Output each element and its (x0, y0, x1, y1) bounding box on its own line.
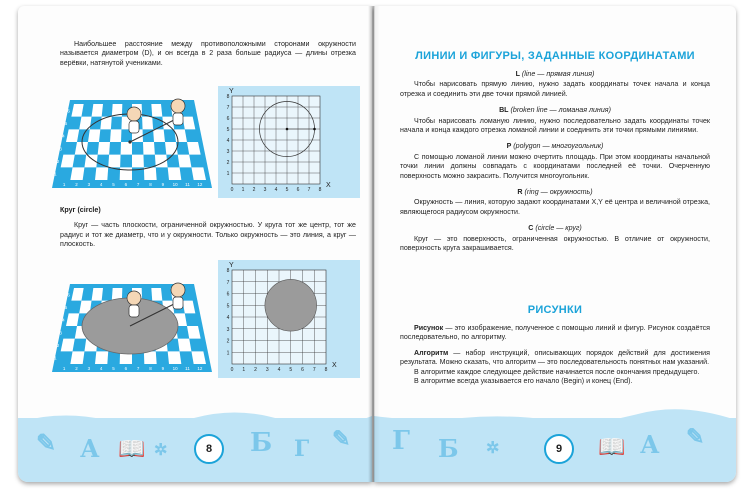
board-square (168, 167, 182, 180)
broken-line-text: Чтобы нарисовать ломаную линию, нужно последовательно задать координаты точек начала и конца каждого отрезка ломаной линии и соединить эти точки прямыми линиями. (400, 116, 710, 135)
board-tick-y: 2 (56, 159, 60, 164)
board-square (110, 129, 121, 142)
board-tick-y: 1 (54, 171, 57, 177)
pencil-icon: ✎ (36, 428, 57, 457)
grid-tick-x: 5 (285, 187, 289, 193)
algorithm-text-3: В алгоритме всегда указывается его начало (Begin) и конец (End). (414, 377, 633, 386)
board-tick-x: 1 (62, 182, 66, 187)
board-square (144, 351, 157, 364)
circle-text: Круг — часть плоскости, ограниченной окружностью. У круга тот же центр, тот же радиус и тот же диаметр, что и у окружности. Только окружность — это линия, а круг — плоскость. (60, 221, 356, 249)
grid-tick-x: 2 (254, 367, 257, 373)
board-tick-y: 5 (64, 305, 68, 310)
coordinate-grid-circle-panel (218, 260, 360, 378)
board-tick-x: 9 (161, 366, 165, 371)
board-square (92, 104, 103, 117)
grid-tick-x: 0 (230, 367, 234, 373)
board-tick-x: 10 (172, 366, 178, 371)
axis-x-label: X (326, 182, 331, 189)
book-icon: 📖 (598, 434, 626, 460)
circle-heading: Круг (circle) (60, 206, 101, 214)
board-tick-y: 4 (62, 317, 65, 323)
polygon-code: P (506, 142, 512, 151)
grid-tick-x: 7 (307, 187, 311, 193)
left-page (18, 6, 372, 482)
star-icon: ✲ (486, 438, 500, 457)
grid-tick-y: 4 (226, 138, 230, 144)
drawings-block (400, 324, 710, 386)
board-tick-x: 11 (185, 366, 190, 371)
intro-paragraph (60, 40, 356, 68)
circle-section (60, 206, 356, 250)
board-tick-y: 5 (64, 121, 68, 126)
intro-text: Наибольшее расстояние между противоположными сторонами окружности называется диаметром (D), и он всегда в 2 раза больше радиуса — длины отрезка верёвки, натянутой учениками. (60, 40, 356, 67)
grid-tick-y: 6 (226, 291, 230, 298)
grid-tick-y: 3 (226, 149, 230, 155)
open-book (18, 6, 738, 490)
chessboard-circle-illustration (50, 268, 214, 380)
grid-tick-x: 4 (274, 187, 278, 193)
board-tick-x: 4 (99, 182, 103, 187)
board-tick-x: 3 (87, 182, 91, 187)
board-tick-x: 7 (136, 366, 140, 371)
star-icon: ✲ (154, 440, 168, 459)
letter-g-icon: Г (294, 436, 310, 462)
board-square (92, 288, 103, 301)
board-square (178, 155, 192, 168)
board-square (144, 167, 157, 180)
board-square (95, 167, 108, 180)
pencil-icon: ✎ (686, 424, 705, 450)
board-tick-y: 3 (59, 330, 62, 336)
board-square (153, 129, 165, 142)
footer-wave (374, 408, 736, 428)
circle-definition-head (400, 224, 710, 233)
algorithm-term: Алгоритм (414, 348, 449, 357)
board-square (98, 142, 110, 155)
page-number-9: 9 (544, 434, 574, 464)
board-square (70, 351, 84, 364)
polygon-definition-head (400, 142, 710, 151)
drawing-text: — это изображение, полученное с помощью линий и фигур. Рисунок создаётся последовательно, по алгоритму. (400, 324, 710, 342)
left-footer (18, 418, 372, 482)
broken-line-paren: (broken line — ломаная линия) (510, 106, 611, 115)
board-tick-x: 5 (112, 182, 115, 187)
board-square (174, 129, 187, 142)
polygon-text: С помощью ломаной линии можно очертить площадь. При этом координаты начальной точки линии должны совпадать с координатами последней её точки. Очерченную поверхность можно закрасить. Получится многоугольник. (400, 152, 710, 180)
board-square (132, 155, 144, 168)
board-tick-x: 10 (172, 182, 178, 187)
board-square (168, 351, 182, 364)
grid-tick-y: 1 (226, 171, 230, 177)
board-square (151, 104, 162, 117)
right-footer (374, 418, 736, 482)
coordinate-grid-ring-panel (218, 86, 360, 198)
ring-definition-head (400, 188, 710, 197)
line-definition-head (400, 70, 710, 79)
algorithm-paragraph (400, 349, 710, 368)
grid-tick-y: 4 (226, 315, 230, 321)
letter-a-icon: А (640, 430, 660, 459)
board-tick-x: 8 (149, 182, 152, 187)
grid-tick-y: 8 (226, 94, 230, 100)
grid-tick-x: 7 (312, 367, 316, 373)
ring-edge-point (313, 128, 316, 131)
polygon-paren: (polygon — многоугольник) (513, 142, 604, 151)
grid-tick-y: 2 (226, 160, 230, 166)
board-tick-x: 6 (124, 182, 128, 187)
grid-tick-y: 3 (226, 326, 230, 333)
chessboard-ring-illustration (50, 84, 214, 196)
grid-tick-y: 7 (226, 279, 230, 286)
grid-tick-x: 2 (252, 187, 256, 193)
board-square (151, 288, 162, 301)
grid-tick-x: 0 (230, 187, 234, 193)
board-tick-x: 7 (136, 182, 140, 187)
board-square (178, 339, 192, 352)
board-tick-x: 8 (149, 366, 152, 371)
circle-paren: (circle — круг) (535, 224, 582, 233)
drawing-term: Рисунок (414, 324, 444, 332)
footer-wave (18, 408, 372, 428)
grid-tick-x: 8 (324, 367, 328, 373)
definitions-block (400, 70, 710, 254)
grid-tick-y: 8 (226, 268, 230, 274)
board-square (143, 142, 155, 155)
circle-filled (265, 279, 317, 331)
grid-tick-x: 1 (242, 367, 246, 373)
broken-line-code: BL (499, 106, 509, 115)
line-text: Чтобы нарисовать прямую линию, нужно задать координаты точек начала и конца отрезка и соединить эти две точки прямой линией. (400, 80, 710, 98)
board-tick-y: 2 (56, 343, 60, 348)
board-tick-x: 11 (185, 182, 190, 187)
board-tick-x: 12 (197, 182, 203, 187)
coordinate-grid-circle (218, 260, 360, 378)
drawing-paragraph (400, 324, 710, 343)
board-tick-x: 12 (197, 366, 203, 371)
coordinate-grid-ring (218, 86, 360, 198)
ring-paren: (ring — окружность) (524, 188, 593, 197)
board-square (108, 155, 120, 168)
circle-code: C (528, 224, 534, 233)
board-square (95, 351, 108, 364)
axis-y-label: Y (229, 88, 234, 95)
grid-tick-y: 1 (226, 350, 230, 357)
grid-tick-x: 3 (263, 187, 267, 193)
grid-tick-y: 6 (226, 116, 230, 122)
letter-g-icon: Г (392, 426, 410, 456)
right-page (374, 6, 736, 482)
algorithm-text: — набор инструкций, описывающих порядок действий для достижения результата. Можно сказать, что алгоритм — это последовательность понятных нам указаний. (400, 348, 710, 367)
grid-tick-y: 7 (226, 105, 230, 111)
ring-text: Окружность — линия, которую задают координатами X,Y её центра и величиной отрезка, являющегося радиусом окружности. (400, 198, 710, 216)
board-tick-x: 2 (75, 366, 78, 371)
letter-b-icon: Б (250, 428, 273, 458)
grid-tick-x: 1 (241, 187, 245, 193)
axis-y-label: Y (229, 262, 234, 269)
board-tick-y: 4 (62, 133, 65, 139)
circle-definition-text: Круг — это поверхность, ограниченная окружностью. В отличие от окружности, поверхность круга закрашивается. (400, 234, 710, 253)
board-tick-x: 2 (75, 182, 78, 187)
board-tick-x: 1 (62, 366, 66, 371)
algorithm-text-2: В алгоритме каждое следующее действие начинается после окончания предыдущего. (414, 367, 700, 376)
board-square (70, 167, 84, 180)
grid-tick-y: 2 (226, 338, 230, 345)
board-square (165, 142, 178, 155)
board-tick-x: 6 (124, 366, 128, 371)
broken-line-definition-head (400, 106, 710, 115)
letter-b-icon: Б (438, 434, 459, 463)
grid-tick-x: 8 (318, 187, 322, 193)
ring-code: R (517, 188, 523, 197)
grid-tick-x: 4 (277, 367, 281, 373)
board-tick-y: 3 (59, 146, 62, 152)
board-square (100, 117, 111, 130)
line-paren: (line — прямая линия) (521, 70, 595, 78)
board-square (121, 142, 132, 155)
grid-tick-x: 6 (296, 187, 300, 193)
section-title-drawings: РИСУНКИ (527, 304, 583, 316)
board-tick-x: 3 (87, 366, 91, 371)
board-tick-x: 5 (112, 366, 115, 371)
board-tick-x: 9 (161, 182, 165, 187)
axis-x-label: X (332, 362, 337, 369)
page-number-8: 8 (194, 434, 224, 464)
book-icon: 📖 (118, 436, 146, 462)
line-code: L (515, 70, 520, 78)
grid-tick-x: 3 (265, 367, 269, 373)
grid-tick-y: 5 (226, 303, 230, 310)
grid-tick-x: 5 (289, 367, 293, 373)
board-square (88, 129, 100, 142)
board-square (142, 117, 153, 130)
board-tick-y: 1 (54, 355, 57, 361)
grid-tick-x: 6 (301, 367, 304, 373)
board-tick-x: 4 (99, 366, 103, 371)
board-tick-y: 6 (67, 292, 70, 298)
pencil-icon: ✎ (332, 426, 351, 452)
grid-tick-y: 5 (226, 127, 230, 133)
section-title-lines: ЛИНИИ И ФИГУРЫ, ЗАДАННЫЕ КООРДИНАТАМИ (415, 50, 695, 62)
letter-a-icon: А (80, 434, 100, 463)
board-tick-y: 6 (67, 108, 70, 114)
ring-center-point (286, 128, 289, 131)
